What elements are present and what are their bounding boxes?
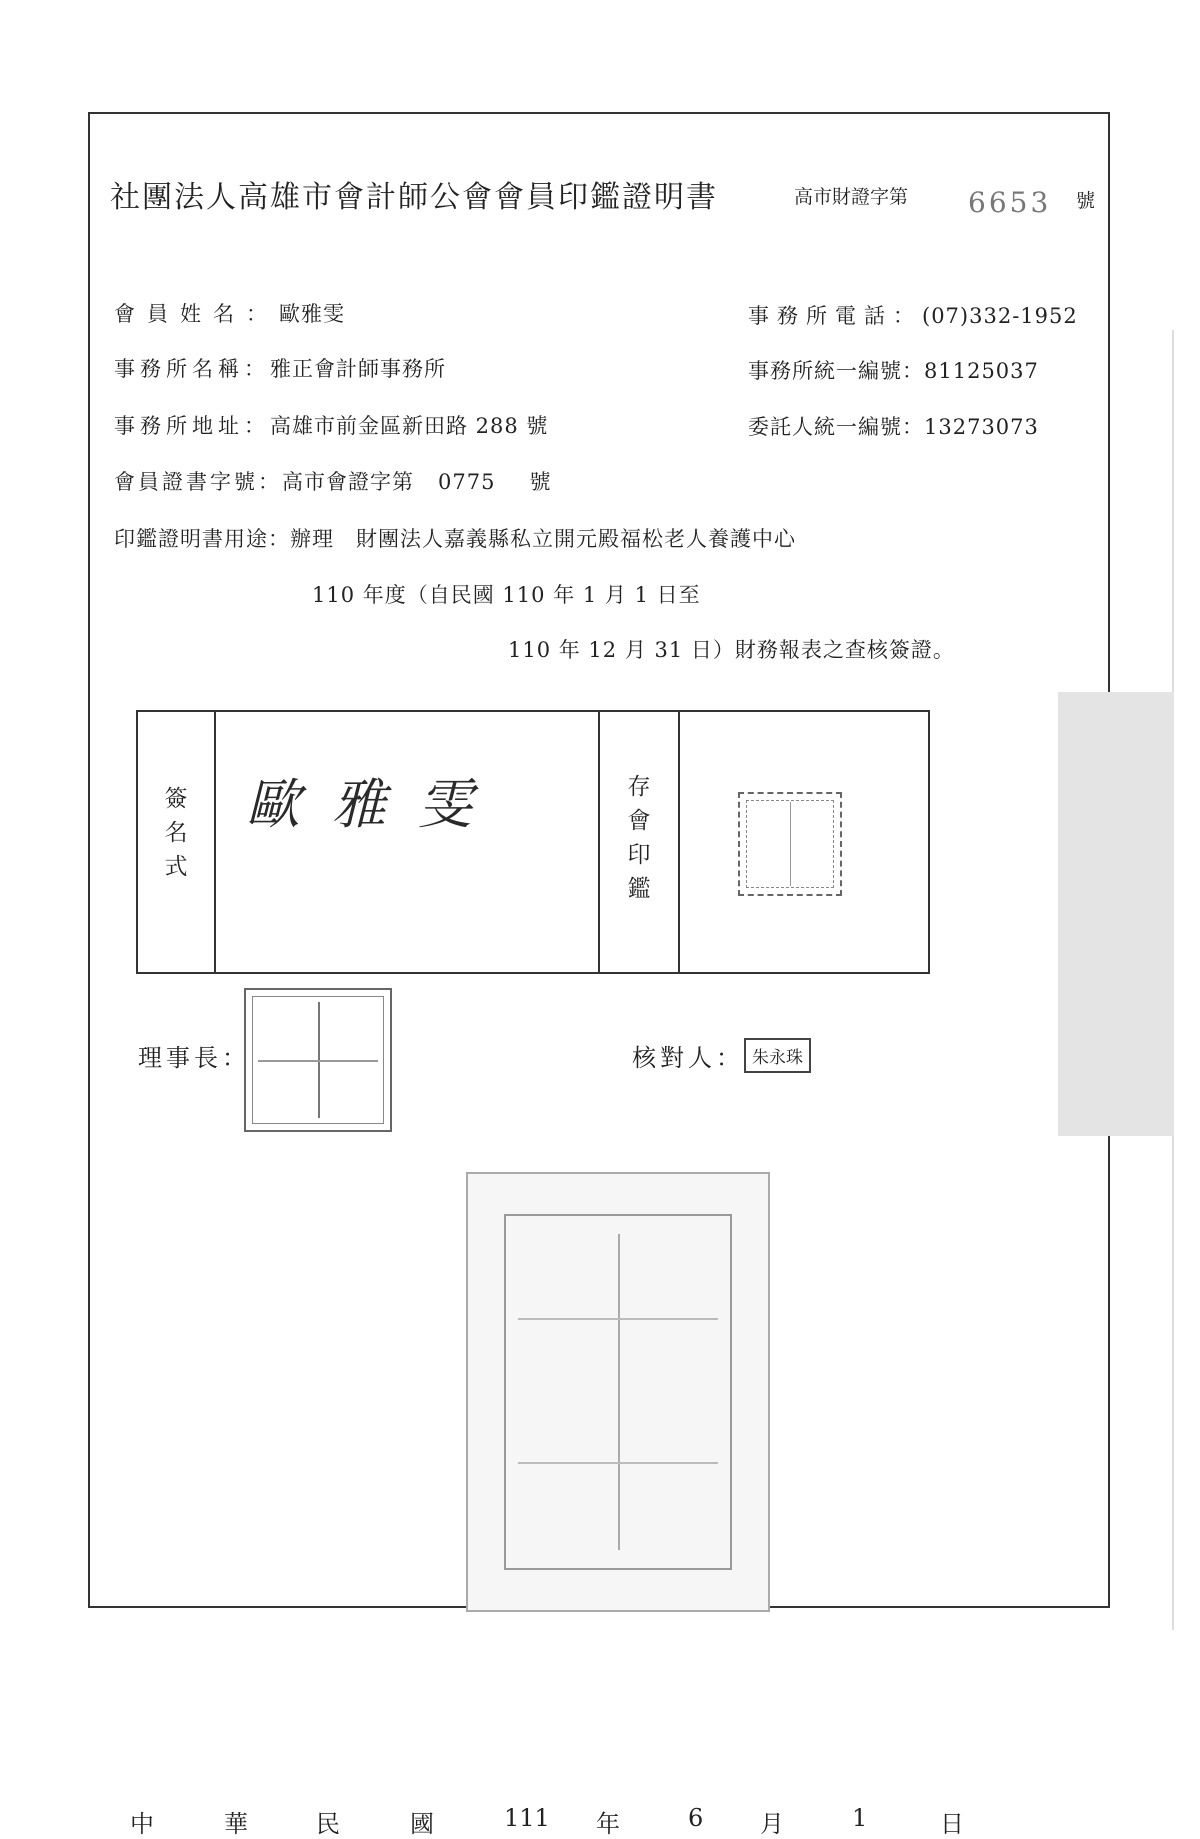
office-id-row [748,355,1039,385]
signature-seal-table [136,710,930,974]
member-cert-number: 0775 [438,470,496,494]
office-name-row [114,353,446,383]
certificate-number: 6653 [968,186,1052,219]
purpose-line-1: 辦理 財團法人嘉義縣私立開元殿福松老人養護中心 [290,527,796,551]
office-phone: (07)332-1952 [922,304,1078,328]
office-address: 高雄市前金區新田路 288 號 [270,414,549,438]
date-year: 111 [504,1804,550,1832]
purpose-label: 印鑑證明書用途： [114,527,290,551]
date-day: 1 [852,1804,868,1832]
date-char-min: 民 [316,1810,340,1838]
document-title: 社團法人高雄市會計師公會會員印鑑證明書 [110,180,718,215]
association-seal-stamp [466,1172,770,1612]
date-char-nian: 年 [596,1810,620,1838]
date-char-yue: 月 [760,1810,784,1838]
checker-stamp: 朱永珠 [744,1038,811,1073]
office-id-label: 事務所統一編號： [748,359,924,383]
office-id: 81125037 [924,359,1039,383]
signature-label: 簽 名 式 [164,786,188,880]
member-cert-prefix: 高市會證字第 [282,470,414,494]
table-divider [678,712,680,972]
client-id-row [748,411,1039,441]
date-char-zhong: 中 [130,1810,154,1838]
chairman-label: 理事長： [138,1044,250,1072]
member-name: 歐雅雯 [279,302,345,326]
office-name: 雅正會計師事務所 [270,357,446,381]
client-id: 13273073 [924,415,1039,439]
chairman-seal-stamp [244,988,392,1132]
seal-label: 存 會 印 鑑 [627,774,651,902]
bleed-through-seal [1058,692,1174,1136]
date-char-guo: 國 [410,1810,434,1838]
purpose-row [114,523,796,553]
date-char-ri: 日 [940,1810,964,1838]
office-address-label: 事務所地址： [114,414,270,438]
office-name-label: 事務所名稱： [114,357,270,381]
member-name-row [114,298,345,328]
office-address-row [114,410,548,440]
table-divider [598,712,600,972]
client-id-label: 委託人統一編號： [748,415,924,439]
member-cert-suffix: 號 [529,470,552,494]
member-cert-row [114,466,551,496]
purpose-line-2: 110 年度（自民國 110 年 1 月 1 日至 [312,583,701,607]
certificate-prefix: 高市財證字第 [794,186,909,208]
office-phone-row [748,300,1078,330]
date-month: 6 [688,1804,704,1832]
checker-label: 核對人： [632,1044,744,1072]
table-divider [214,712,216,972]
member-cert-label: 會員證書字號： [114,470,282,494]
member-name-label: 會員姓名： [114,302,279,326]
office-phone-label: 事務所電話： [748,304,922,328]
date-char-hua: 華 [224,1810,248,1838]
member-seal-stamp [738,792,842,896]
purpose-line-3: 110 年 12 月 31 日）財務報表之查核簽證。 [508,638,955,662]
certificate-suffix: 號 [1076,190,1096,212]
handwritten-signature: 歐雅雯 [246,773,504,836]
